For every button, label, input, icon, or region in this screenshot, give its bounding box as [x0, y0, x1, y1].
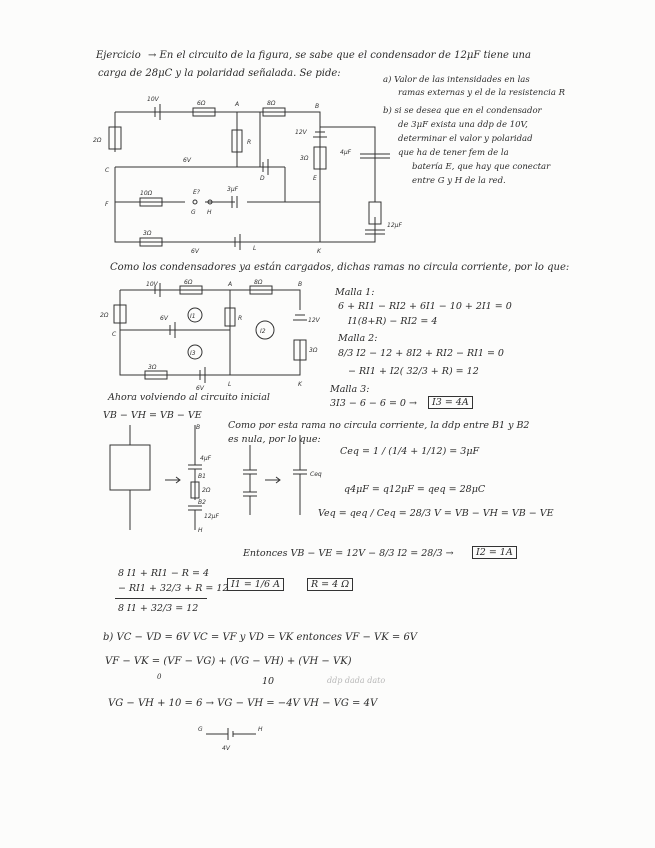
- result-node-G: G: [198, 726, 203, 733]
- label-10ohm: 10Ω: [140, 190, 153, 197]
- ceq-formula: Ceq = 1 / (1/4 + 1/12) = 3μF: [340, 446, 480, 457]
- label-node-K: K: [317, 248, 321, 255]
- fig3-B2: B2: [198, 499, 206, 506]
- part-b-line-3: VG − VH + 10 = 6 → VG − VH = −4V VH − VG = 4V: [108, 698, 378, 709]
- system-line-2: − RI1 + 32/3 + R = 12: [118, 583, 229, 594]
- result-I2: I2 = 1A: [472, 546, 517, 559]
- result-node-H: H: [258, 726, 263, 733]
- system-line-1: 8 I1 + RI1 − R = 4: [118, 568, 210, 579]
- label2-8ohm: 8Ω: [254, 279, 263, 286]
- label2-I1: I1: [190, 313, 196, 320]
- back-equation: VB − VH = VB − VE: [103, 410, 202, 421]
- capacitor-branch-diagrams: [100, 420, 340, 535]
- sum-line: [115, 598, 207, 599]
- mesh-1-eq-2: I1(8+R) − RI2 = 4: [348, 316, 438, 327]
- label2-12v: 12V: [308, 317, 320, 324]
- fig3-B1: B1: [198, 473, 206, 480]
- label-R: R: [247, 139, 252, 146]
- label-node-G: G: [191, 209, 196, 216]
- part-b-line-2: VF − VK = (VF − VG) + (VG − VH) + (VH − VK): [105, 656, 352, 667]
- label2-6v-bottom: 6V: [196, 385, 204, 392]
- label-3ohm-bottom: 3Ω: [143, 230, 152, 237]
- question-b-line-6: entre G y H de la red.: [412, 176, 506, 186]
- charge-formula: q4μF = q12μF = qeq = 28μC: [344, 484, 486, 495]
- back-note-line-2: es nula, por lo que:: [228, 434, 321, 445]
- label2-I2: I2: [260, 328, 266, 335]
- label2-2ohm: 2Ω: [100, 312, 109, 319]
- circuit-diagram-meshes: [100, 280, 320, 390]
- part-b-zero: 0: [157, 673, 162, 681]
- label-E-unknown: E?: [193, 189, 200, 196]
- statement-line-1: → En el circuito de la figura, se sabe que el condensador de 12μF tiene una: [148, 50, 531, 61]
- mesh-2-eq-2: − RI1 + I2( 32/3 + R) = 12: [348, 366, 479, 377]
- label2-node-B: B: [298, 281, 303, 288]
- question-b-line-1: b) si se desea que en el condensador: [383, 106, 542, 116]
- question-b-line-2: de 3μF exista una ddp de 10V,: [398, 120, 528, 130]
- statement-line-2: carga de 28μC y la polaridad señalada. Se pide:: [98, 68, 341, 79]
- label-node-A: A: [235, 101, 240, 108]
- label2-node-A: A: [228, 281, 233, 288]
- result-I1: I1 = 1/6 A: [227, 578, 284, 591]
- label-node-F: F: [105, 201, 109, 208]
- veq-formula: Veq = qeq / Ceq = 28/3 V = VB − VH = VB − VE: [318, 508, 554, 519]
- label-3ohm: 3Ω: [300, 155, 309, 162]
- circuit-diagram-original: [85, 92, 405, 257]
- mesh-2-eq-1: 8/3 I2 − 12 + 8I2 + RI2 − RI1 = 0: [338, 348, 504, 359]
- back-title: Ahora volviendo al circuito inicial: [108, 392, 270, 403]
- label-2ohm: 2Ω: [93, 137, 102, 144]
- label-12v: 12V: [295, 129, 307, 136]
- label-node-B: B: [315, 103, 320, 110]
- fig3-4uF: 4μF: [200, 455, 212, 462]
- mesh-3-eq: 3I3 − 6 − 6 = 0 →: [330, 398, 417, 409]
- question-b-line-3: determinar el valor y polaridad: [398, 134, 533, 144]
- label2-I3: I3: [190, 350, 196, 357]
- question-a-line-1: a) Valor de las intensidades en las: [383, 75, 530, 85]
- mesh-3-title: Malla 3:: [330, 384, 370, 395]
- label2-6ohm: 6Ω: [184, 279, 193, 286]
- part-b-ten: 10: [262, 676, 275, 687]
- fig3-H: H: [198, 527, 203, 534]
- exercise-heading: Ejercicio: [96, 50, 141, 61]
- label2-10v: 10V: [146, 281, 158, 288]
- label-6ohm: 6Ω: [197, 100, 206, 107]
- label-node-E: E: [313, 175, 317, 182]
- fig3-12uF: 12μF: [204, 513, 219, 520]
- label2-3ohm-bottom: 3Ω: [148, 364, 157, 371]
- question-b-line-5: batería E, que hay que conectar: [412, 162, 551, 172]
- label2-R: R: [238, 315, 243, 322]
- battery-E-result: [198, 722, 268, 752]
- entonces-equation: Entonces VB − VE = 12V − 8/3 I2 = 28/3 →: [243, 548, 454, 559]
- fig3-2ohm: 2Ω: [202, 487, 211, 494]
- label-node-H: H: [207, 209, 212, 216]
- label-10v: 10V: [147, 96, 159, 103]
- question-b-line-4: que ha de tener fem de la: [398, 148, 509, 158]
- label2-6v: 6V: [160, 315, 168, 322]
- label-6v-bottom: 6V: [191, 248, 199, 255]
- label-node-D: D: [260, 175, 265, 182]
- label-8ohm: 8Ω: [267, 100, 276, 107]
- mesh-1-eq-1: 6 + RI1 − RI2 + 6I1 − 10 + 2I1 = 0: [338, 301, 512, 312]
- question-a-line-2: ramas externas y el de la resistencia R: [398, 88, 565, 98]
- label-node-L: L: [253, 245, 257, 252]
- label2-node-L: L: [228, 381, 232, 388]
- back-note-line-1: Como por esta rama no circula corriente, la ddp entre B1 y B2: [228, 420, 530, 431]
- mesh-2-title: Malla 2:: [338, 333, 378, 344]
- result-R: R = 4 Ω: [307, 578, 353, 591]
- part-b-line-1: b) VC − VD = 6V VC = VF y VD = VK entonces VF − VK = 6V: [103, 632, 418, 643]
- fig3-B: B: [196, 424, 201, 431]
- result-4v: 4V: [222, 745, 230, 752]
- label2-3ohm: 3Ω: [309, 347, 318, 354]
- observation-text: Como los condensadores ya están cargados, dichas ramas no circula corriente, por lo que:: [110, 262, 570, 273]
- label-4uF: 4μF: [340, 149, 352, 156]
- part-b-ddp-note: ddp dada dato: [327, 676, 386, 685]
- label-6v: 6V: [183, 157, 191, 164]
- mesh-1-title: Malla 1:: [335, 287, 375, 298]
- fig3-ceq: Ceq: [310, 471, 322, 478]
- label-12uF: 12μF: [387, 222, 402, 229]
- label-node-C: C: [105, 167, 110, 174]
- system-line-3: 8 I1 + 32/3 = 12: [118, 603, 199, 614]
- label-3uF: 3μF: [227, 186, 239, 193]
- mesh-3-result: I3 = 4A: [428, 396, 473, 409]
- label2-node-C: C: [112, 331, 117, 338]
- label2-node-K: K: [298, 381, 302, 388]
